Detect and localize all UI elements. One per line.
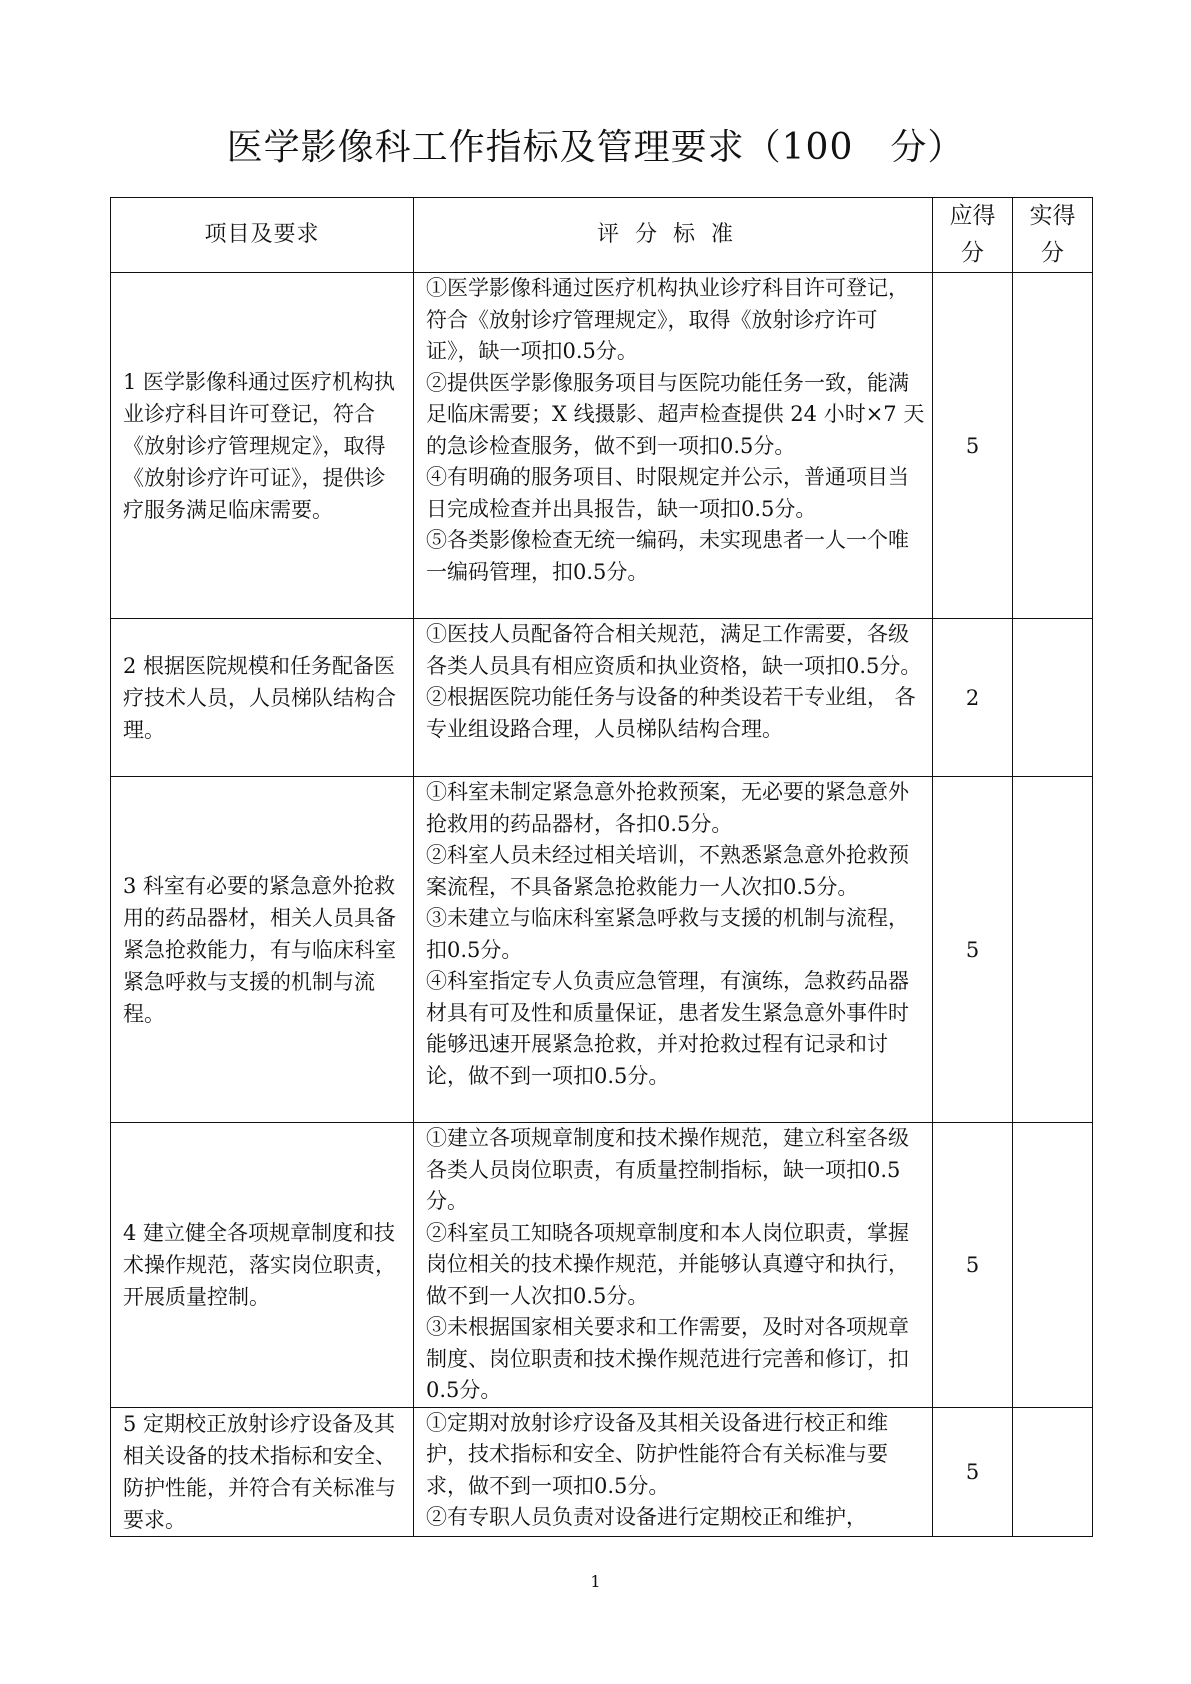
- criterion: ②根据医院功能任务与设备的种类设若干专业组， 各专业组设路合理，人员梯队结构合理。: [426, 685, 916, 741]
- row-due-score: 2: [933, 619, 1013, 777]
- table-header-row: [111, 198, 1093, 273]
- table-row: [111, 619, 1093, 777]
- header-got-line1: 实得: [1029, 203, 1076, 229]
- table-row: [111, 273, 1093, 619]
- row-actual-score[interactable]: [1013, 1407, 1093, 1536]
- criterion: ③未根据国家相关要求和工作需要，及时对各项规章制度、岗位职责和技术操作规范进行完善和修订，扣0.5分。: [426, 1315, 909, 1402]
- criterion: ③未建立与临床科室紧急呼救与支援的机制与流程，扣0.5分。: [426, 906, 909, 962]
- row-criteria: [414, 1407, 933, 1536]
- table-row: [111, 777, 1093, 1123]
- criterion: ②提供医学影像服务项目与医院功能任务一致，能满足临床需要；X 线摄影、超声检查提供 24 小时×7 天的急诊检查服务，做不到一项扣0.5分。: [426, 370, 925, 458]
- criterion: ②有专职人员负责对设备进行定期校正和维护，: [426, 1505, 867, 1529]
- header-item: 项目及要求: [111, 198, 414, 273]
- row-due-score: 5: [933, 1123, 1013, 1408]
- header-criteria: 评分标准: [414, 198, 933, 273]
- criterion: ④有明确的服务项目、时限规定并公示，普通项目当日完成检查并出具报告，缺一项扣0.5分。: [426, 465, 909, 521]
- row-criteria: [414, 619, 933, 777]
- criterion: ①建立各项规章制度和技术操作规范，建立科室各级各类人员岗位职责，有质量控制指标，缺一项扣0.5分。: [426, 1126, 909, 1213]
- row-item: 4 建立健全各项规章制度和技术操作规范，落实岗位职责，开展质量控制。: [111, 1123, 414, 1408]
- page-title: 医学影像科工作指标及管理要求（100 分）: [226, 127, 965, 168]
- row-criteria: [414, 273, 933, 619]
- criterion: ①医技人员配备符合相关规范，满足工作需要，各级各类人员具有相应资质和执业资格，缺一项扣0.5分。: [426, 622, 922, 678]
- header-due-score: [933, 198, 1013, 273]
- row-actual-score[interactable]: [1013, 619, 1093, 777]
- row-due-score: 5: [933, 777, 1013, 1123]
- criterion: ⑤各类影像检查无统一编码，未实现患者一人一个唯一编码管理，扣0.5分。: [426, 528, 909, 584]
- criterion: ①医学影像科通过医疗机构执业诊疗科目许可登记，符合《放射诊疗管理规定》，取得《放射诊疗许可证》，缺一项扣0.5分。: [426, 276, 909, 363]
- criterion: ②科室员工知晓各项规章制度和本人岗位职责，掌握岗位相关的技术操作规范，并能够认真遵守和执行，做不到一人次扣0.5分。: [426, 1220, 909, 1308]
- table-row: [111, 1407, 1093, 1536]
- page-number: 1: [590, 1572, 601, 1591]
- header-got-line2: 分: [1041, 240, 1064, 266]
- row-due-score: 5: [933, 273, 1013, 619]
- row-criteria: [414, 777, 933, 1123]
- criterion: ④科室指定专人负责应急管理，有演练，急救药品器材具有可及性和质量保证，患者发生紧急意外事件时能够迅速开展紧急抢救，并对抢救过程有记录和讨论，做不到一项扣0.5分。: [426, 969, 909, 1088]
- row-actual-score[interactable]: [1013, 777, 1093, 1123]
- row-due-score: 5: [933, 1407, 1013, 1536]
- header-actual-score: [1013, 198, 1093, 273]
- criterion: ①定期对放射诊疗设备及其相关设备进行校正和维护，技术指标和安全、防护性能符合有关标准与要求，做不到一项扣0.5分。: [426, 1410, 888, 1498]
- criterion: ②科室人员未经过相关培训，不熟悉紧急意外抢救预案流程，不具备紧急抢救能力一人次扣0.5分。: [426, 843, 909, 899]
- row-item: 1 医学影像科通过医疗机构执业诊疗科目许可登记，符合《放射诊疗管理规定》，取得《放射诊疗许可证》，提供诊疗服务满足临床需要。: [111, 273, 414, 619]
- header-due-line1: 应得: [949, 203, 996, 229]
- row-item: 2 根据医院规模和任务配备医疗技术人员，人员梯队结构合理。: [111, 619, 414, 777]
- criterion: ①科室未制定紧急意外抢救预案，无必要的紧急意外抢救用的药品器材，各扣0.5分。: [426, 780, 909, 836]
- row-item: 3 科室有必要的紧急意外抢救用的药品器材，相关人员具备紧急抢救能力，有与临床科室紧急呼救与支援的机制与流程。: [111, 777, 414, 1123]
- scoring-table: [110, 197, 1093, 1537]
- row-actual-score[interactable]: [1013, 273, 1093, 619]
- header-due-line2: 分: [961, 240, 984, 266]
- row-criteria: [414, 1123, 933, 1408]
- row-actual-score[interactable]: [1013, 1123, 1093, 1408]
- row-item: 5 定期校正放射诊疗设备及其相关设备的技术指标和安全、防护性能，并符合有关标准与要求。: [111, 1407, 414, 1536]
- table-row: [111, 1123, 1093, 1408]
